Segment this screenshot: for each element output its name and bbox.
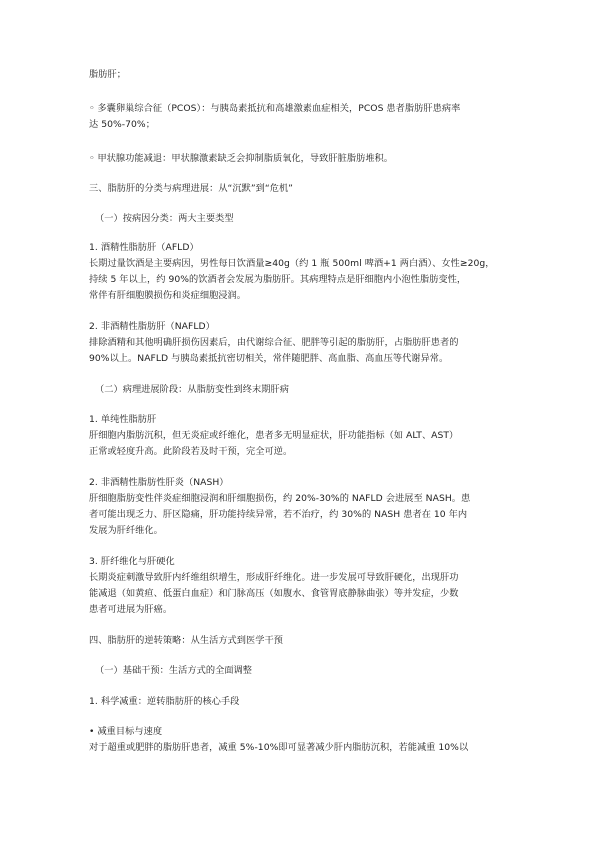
text-line: 达 50%-70%； <box>89 119 155 130</box>
item-heading: 2. 非酒精性脂肪肝（NAFLD） <box>89 321 215 332</box>
section-heading: 四、脂肪肝的逆转策略：从生活方式到医学干预 <box>89 635 283 646</box>
subsection-heading: （二）病理进展阶段：从脂肪变性到终末期肝病 <box>95 384 289 395</box>
item-heading: 1. 科学减重：逆转脂肪肝的核心手段 <box>89 696 240 707</box>
text-line: 能减退（如黄疸、低蛋白血症）和门脉高压（如腹水、食管胃底静脉曲张）等并发症，少数 <box>89 588 459 599</box>
text-line: 持续 5 年以上，约 90%的饮酒者会发展为脂肪肝。其病理特点是肝细胞内小泡性脂肪变性， <box>89 274 467 285</box>
text-line: 90%以上。NAFLD 与胰岛素抵抗密切相关，常伴随肥胖、高血脂、高血压等代谢异常。 <box>89 353 449 364</box>
subsection-heading: （一）基础干预：生活方式的全面调整 <box>95 665 253 676</box>
text-line: 肝细胞脂肪变性伴炎症细胞浸润和肝细胞损伤，约 20%-30%的 NAFLD 会进展至 NASH。患 <box>89 493 471 504</box>
text-line: 对于超重或肥胖的脂肪肝患者，减重 5%-10%即可显著减少肝内脂肪沉积，若能减重 10%以 <box>89 742 469 753</box>
text-line: 正常或轻度升高。此阶段若及时干预，完全可逆。 <box>89 446 293 457</box>
text-line: 长期炎症刺激导致肝内纤维组织增生，形成肝纤维化。进一步发展可导致肝硬化，出现肝功 <box>89 572 459 583</box>
text-line: 长期过量饮酒是主要病因，男性每日饮酒量≥40g（约 1 瓶 500ml 啤酒+1 两白酒）、女性≥20g， <box>89 258 495 269</box>
item-heading: 1. 酒精性脂肪肝（AFLD） <box>89 242 199 253</box>
text-line: 者可能出现乏力、肝区隐痛，肝功能持续异常，若不治疗，约 30%的 NASH 患者在 10 年内 <box>89 509 468 520</box>
bullet-line: ◦ 甲状腺功能减退：甲状腺激素缺乏会抑制脂质氧化，导致肝脏脂肪堆积。 <box>89 153 394 164</box>
item-heading: 3. 肝纤维化与肝硬化 <box>89 556 175 567</box>
text-line: 发展为肝纤维化。 <box>89 525 163 536</box>
text-line: 排除酒精和其他明确肝损伤因素后，由代谢综合征、肥胖等引起的脂肪肝，占脂肪肝患者的 <box>89 337 459 348</box>
item-heading: 1. 单纯性脂肪肝 <box>89 414 157 425</box>
text-line: 肝细胞内脂肪沉积，但无炎症或纤维化，患者多无明显症状，肝功能指标（如 ALT、AST） <box>89 430 459 441</box>
text-line: 脂肪肝； <box>89 69 126 80</box>
bullet-line: ◦ 多囊卵巢综合征（PCOS）：与胰岛素抵抗和高雄激素血症相关，PCOS 患者脂肪肝患病率 <box>89 103 461 114</box>
text-line: 常伴有肝细胞膜损伤和炎症细胞浸润。 <box>89 290 247 301</box>
item-heading: 2. 非酒精性脂肪性肝炎（NASH） <box>89 477 229 488</box>
bullet-line: • 减重目标与速度 <box>89 726 163 737</box>
subsection-heading: （一）按病因分类：两大主要类型 <box>95 213 234 224</box>
text-line: 患者可进展为肝癌。 <box>89 604 173 615</box>
section-heading: 三、脂肪肝的分类与病理进展：从“沉默”到“危机” <box>89 183 293 194</box>
